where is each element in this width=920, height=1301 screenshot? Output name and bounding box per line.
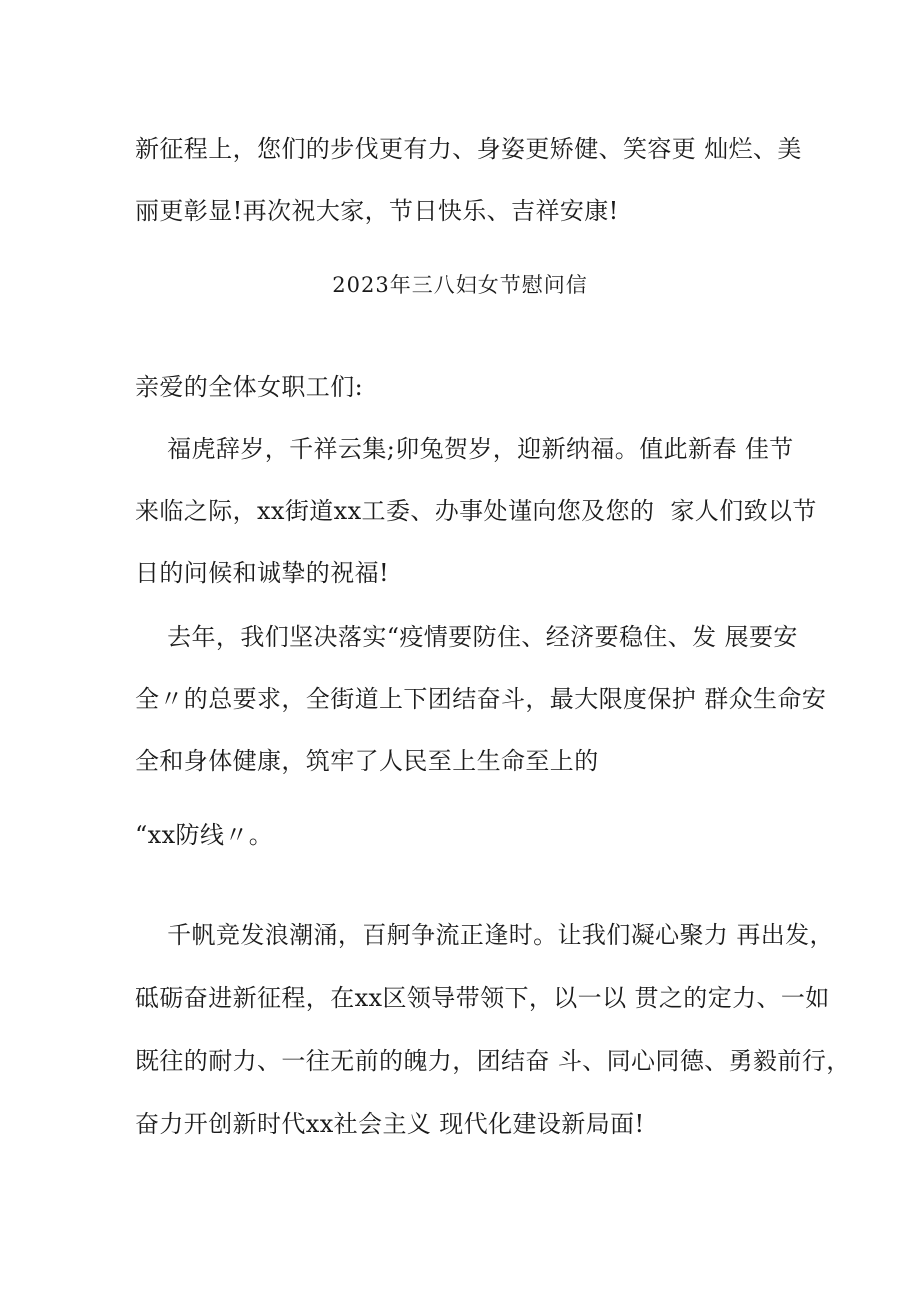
- paragraph-3-line-4: 奋力开创新时代xx社会主义 现代化建设新局面!: [135, 1110, 645, 1138]
- paragraph-2-line-1: 去年，我们坚决落实“疫情要防住、经济要稳住、发 展要安: [135, 623, 798, 651]
- paragraph-2-line-3: 全和身体健康，筑牢了人民至上生命至上的: [135, 747, 599, 775]
- letter-title: 2023年三八妇女节慰问信: [332, 273, 588, 297]
- paragraph-1-line-3: 日的问候和诚挚的祝福!: [135, 559, 390, 587]
- paragraph-3-line-2: 砥砺奋进新征程，在xx区领导带领下，以一以 贯之的定力、一如: [135, 984, 830, 1012]
- paragraph-3-line-3: 既往的耐力、一往无前的魄力，团结奋 斗、同心同德、勇毅前行，: [135, 1047, 851, 1075]
- paragraph-1-line-2: 来临之际，xx街道xx工委、办事处谨向您及您的 家人们致以节: [135, 497, 817, 525]
- intro-line-1: 新征程上，您们的步伐更有力、身姿更矫健、笑容更 灿烂、美: [135, 135, 802, 163]
- paragraph-1-line-1: 福虎辞岁，千祥云集;卯兔贺岁，迎新纳福。值此新春 佳节: [135, 435, 794, 463]
- paragraph-2-line-2: 全〃的总要求，全街道上下团结奋斗，最大限度保护 群众生命安: [135, 685, 827, 713]
- salutation: 亲爱的全体女职工们:: [135, 373, 364, 401]
- paragraph-2-line-4: “xx防线〃。: [135, 821, 274, 849]
- paragraph-3-line-1: 千帆竞发浪潮涌，百舸争流正逢时。让我们凝心聚力 再出发，: [135, 921, 834, 949]
- intro-line-2: 丽更彰显!再次祝大家，节日快乐、吉祥安康!: [135, 197, 619, 225]
